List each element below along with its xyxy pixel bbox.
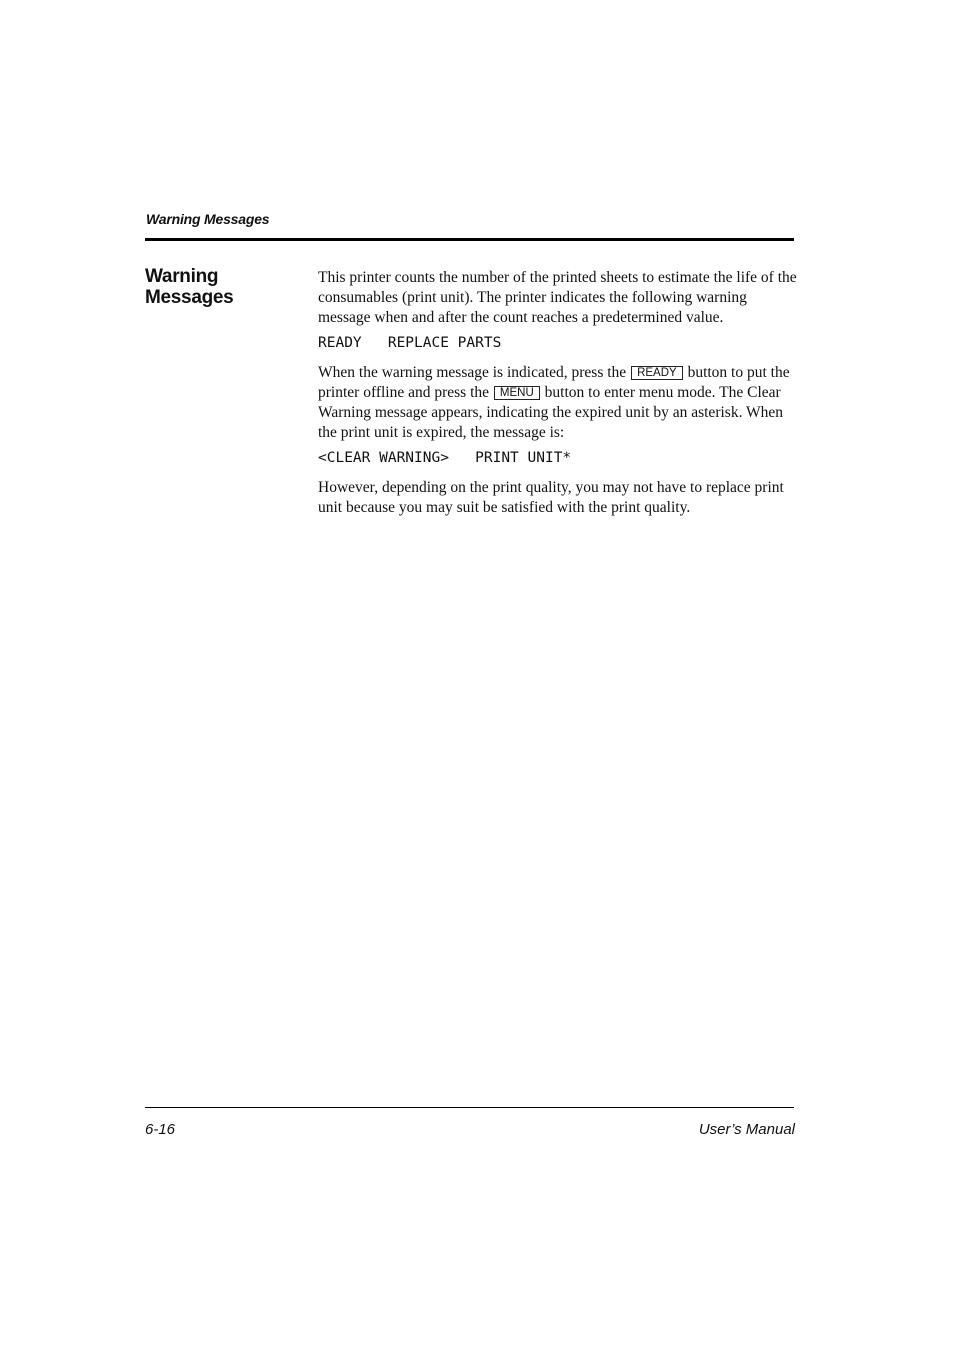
body-text <box>318 268 798 518</box>
footer-rule <box>145 1107 794 1108</box>
intro-paragraph: This printer counts the number of the printed sheets to estimate the life of the consumables (print unit). The printer indicates the following warning message when and after the count reaches a predetermined value. <box>318 269 797 326</box>
ready-key-label: READY <box>631 366 683 380</box>
header-rule <box>145 238 794 241</box>
running-header-title: Warning Messages <box>146 211 270 227</box>
instructions-text-c: button to enter menu mode. The Clear Warning message appears, indicating the expired unit by an asterisk. When the print unit is expired, the message is: <box>318 384 784 441</box>
section-heading-line2: Messages <box>145 287 234 308</box>
section-heading-line1: Warning <box>145 266 219 287</box>
menu-key-label: MENU <box>494 386 540 400</box>
manual-title: User’s Manual <box>698 1121 795 1138</box>
page-number: 6-16 <box>145 1121 176 1138</box>
display-message-clear-warning: <CLEAR WARNING> PRINT UNIT* <box>318 450 572 466</box>
closing-paragraph: However, depending on the print quality, you may not have to replace print unit because you may suit be satisfied with the print quality. <box>318 479 784 516</box>
instructions-text-a: When the warning message is indicated, press the <box>318 364 627 381</box>
instructions-text-b: button to put the printer offline and press the <box>318 364 790 401</box>
section-heading <box>145 266 305 308</box>
instructions-paragraph <box>318 363 798 443</box>
display-message-replace-parts: READY REPLACE PARTS <box>318 335 502 351</box>
